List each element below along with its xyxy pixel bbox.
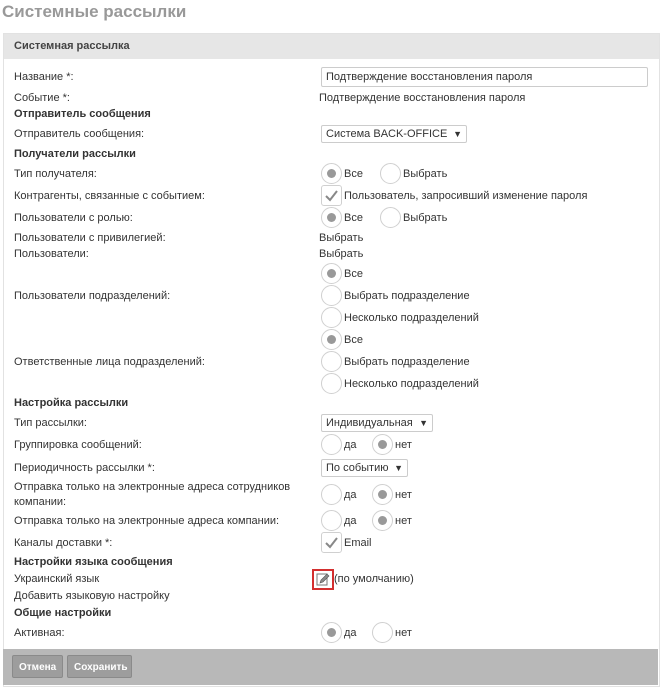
dept-users-choose-label: Выбрать подразделение <box>344 290 470 302</box>
dept-users-all-label: Все <box>344 268 363 280</box>
recipient-type-all-label: Все <box>344 168 363 180</box>
ukrainian-language-label: Украинский язык <box>14 573 100 585</box>
company-only-no-label: нет <box>395 515 412 527</box>
sender-select[interactable] <box>321 125 467 143</box>
grouping-label: Группировка сообщений: <box>14 439 142 451</box>
sender-section-title: Отправитель сообщения <box>14 108 151 120</box>
recipient-type-label: Тип получателя: <box>14 168 97 180</box>
employees-only-label-1: Отправка только на электронные адреса сотрудников <box>14 481 291 493</box>
period-label: Периодичность рассылки *: <box>14 462 155 474</box>
event-value: Подтверждение восстановления пароля <box>319 92 526 104</box>
dept-resp-choose-label: Выбрать подразделение <box>344 356 470 368</box>
recipient-type-choose-label: Выбрать <box>403 168 448 180</box>
role-choose-label: Выбрать <box>403 212 448 224</box>
grouping-no-label: нет <box>395 439 412 451</box>
panel-title: Системная рассылка <box>4 34 659 59</box>
company-only-label: Отправка только на электронные адреса компании: <box>14 515 280 527</box>
dept-users-all-radio[interactable] <box>321 263 342 284</box>
active-yes-label: да <box>344 627 357 639</box>
contractors-value: Пользователь, запросивший изменение пароля <box>344 190 588 202</box>
role-choose-radio[interactable] <box>380 207 401 228</box>
employees-only-yes-label: да <box>344 489 357 501</box>
company-only-yes-radio[interactable] <box>321 510 342 531</box>
cancel-button[interactable]: Отмена <box>12 655 63 678</box>
chevron-down-icon: ▼ <box>453 129 462 139</box>
privilege-label: Пользователи с привилегией: <box>14 232 166 244</box>
grouping-yes-radio[interactable] <box>321 434 342 455</box>
name-input[interactable] <box>321 67 648 87</box>
recipient-type-all-radio[interactable] <box>321 163 342 184</box>
check-icon <box>322 186 341 205</box>
mailing-section-title: Настройка рассылки <box>14 397 129 409</box>
channel-email-label: Email <box>344 537 372 549</box>
save-button[interactable]: Сохранить <box>67 655 132 678</box>
contractors-label: Контрагенты, связанные с событием: <box>14 190 205 202</box>
dept-resp-all-label: Все <box>344 334 363 346</box>
sender-select-value: Система BACK-OFFICE <box>326 128 448 140</box>
dept-users-choose-radio[interactable] <box>321 285 342 306</box>
employees-only-no-label: нет <box>395 489 412 501</box>
form-footer <box>3 649 658 685</box>
dept-resp-choose-radio[interactable] <box>321 351 342 372</box>
dept-resp-several-label: Несколько подразделений <box>344 378 479 390</box>
active-no-radio[interactable] <box>372 622 393 643</box>
period-select[interactable] <box>321 459 408 477</box>
channel-email-checkbox[interactable] <box>321 532 342 553</box>
mailing-type-label: Тип рассылки: <box>14 417 87 429</box>
dept-users-several-radio[interactable] <box>321 307 342 328</box>
active-no-label: нет <box>395 627 412 639</box>
privilege-choose-link[interactable]: Выбрать <box>319 232 364 244</box>
edit-language-button[interactable] <box>312 569 334 590</box>
role-all-radio[interactable] <box>321 207 342 228</box>
users-label: Пользователи: <box>14 248 89 260</box>
event-label: Событие *: <box>14 92 70 104</box>
dept-users-label: Пользователи подразделений: <box>14 290 171 302</box>
users-choose-link[interactable]: Выбрать <box>319 248 364 260</box>
chevron-down-icon: ▼ <box>419 418 428 428</box>
grouping-yes-label: да <box>344 439 357 451</box>
mailing-type-select[interactable] <box>321 414 433 432</box>
employees-only-label-2: компании: <box>14 496 67 508</box>
employees-only-yes-radio[interactable] <box>321 484 342 505</box>
company-only-yes-label: да <box>344 515 357 527</box>
general-section-title: Общие настройки <box>14 607 112 619</box>
company-only-no-radio[interactable] <box>372 510 393 531</box>
dept-users-several-label: Несколько подразделений <box>344 312 479 324</box>
role-label: Пользователи с ролью: <box>14 212 133 224</box>
recipient-type-choose-radio[interactable] <box>380 163 401 184</box>
language-section-title: Настройки языка сообщения <box>14 556 173 568</box>
grouping-no-radio[interactable] <box>372 434 393 455</box>
dept-resp-all-radio[interactable] <box>321 329 342 350</box>
chevron-down-icon: ▼ <box>394 463 403 473</box>
mailing-type-value: Индивидуальная <box>326 417 413 429</box>
pencil-icon <box>314 571 332 588</box>
contractors-checkbox[interactable] <box>321 185 342 206</box>
period-value: По событию <box>326 462 389 474</box>
sender-label: Отправитель сообщения: <box>14 128 145 140</box>
employees-only-no-radio[interactable] <box>372 484 393 505</box>
name-label: Название *: <box>14 71 74 83</box>
add-language-setting-link[interactable]: Добавить языковую настройку <box>14 590 170 602</box>
channels-label: Каналы доставки *: <box>14 537 113 549</box>
role-all-label: Все <box>344 212 363 224</box>
page-title: Системные рассылки <box>2 2 187 21</box>
dept-responsible-label: Ответственные лица подразделений: <box>14 356 205 368</box>
active-label: Активная: <box>14 627 65 639</box>
check-icon <box>322 533 341 552</box>
dept-resp-several-radio[interactable] <box>321 373 342 394</box>
active-yes-radio[interactable] <box>321 622 342 643</box>
default-language-note: (по умолчанию) <box>334 573 414 585</box>
recipients-section-title: Получатели рассылки <box>14 148 136 160</box>
